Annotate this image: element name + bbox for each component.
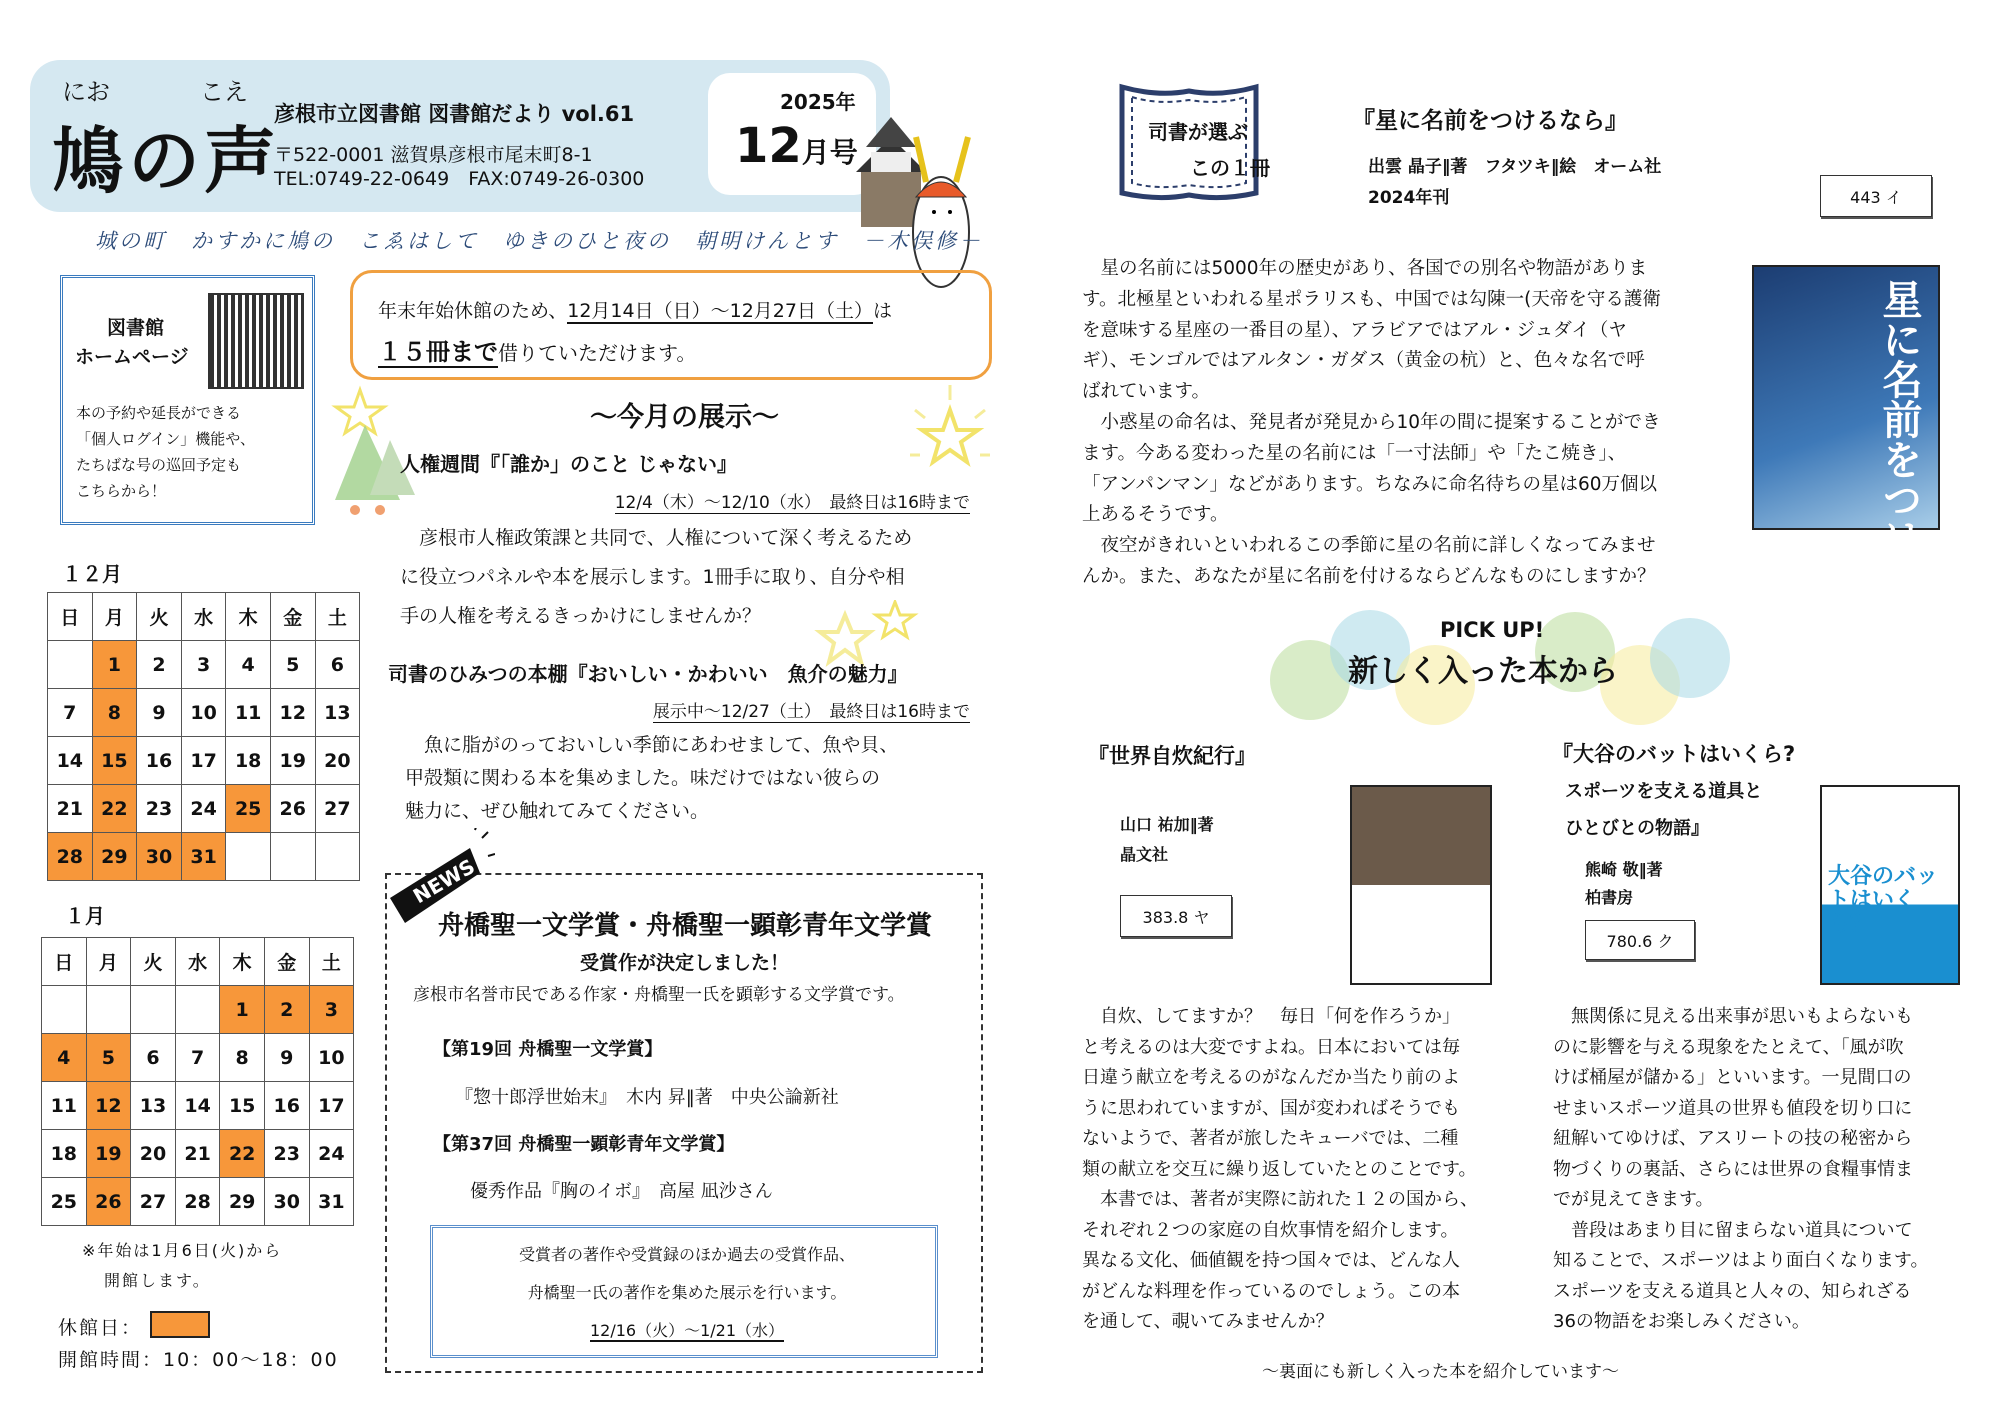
book-publisher: 晶文社 [1120, 845, 1169, 864]
calendar-day [86, 986, 131, 1034]
calendar-day: 3 [309, 986, 354, 1034]
calendar-day [42, 986, 87, 1034]
pick-body-line: ます。今ある変わった星の名前には「一寸法師」や「たこ焼き」、 [1082, 442, 1627, 464]
new-books-heading: 新しく入った本から [1348, 654, 1618, 689]
exhibit-body-line: 甲殻類に関わる本を集めました。味だけではない彼らの [405, 767, 881, 789]
calendar-day: 4 [226, 641, 271, 689]
homepage-note: 本の予約や延長ができる [76, 404, 242, 422]
calendar-day: 23 [264, 1130, 309, 1178]
pick-body-line: 上あるそうです。 [1082, 504, 1229, 526]
notice-line [378, 332, 696, 367]
calendar-1 [41, 937, 354, 1226]
pick-body-line: んか。また、あなたが星に名前を付けるならどんなものにしますか？ [1082, 566, 1656, 587]
exhibit-date: 展示中～12/27（土） 最終日は16時まで [653, 697, 970, 723]
weekday-header: 土 [315, 593, 360, 641]
library-name: 彦根市立図書館 図書館だより vol.61 [274, 102, 635, 126]
exhibit-date: 12/4（木）～12/10（水） 最終日は16時まで [615, 488, 970, 514]
calendar-day: 16 [264, 1082, 309, 1130]
closed-legend-label: 休館日： [58, 1317, 143, 1339]
book-body-line: 紐解いてゆけば、アスリートの技の秘密から [1553, 1128, 1913, 1149]
notice-line [378, 296, 892, 323]
calendar-day: 24 [181, 785, 226, 833]
calendar-day: 19 [86, 1130, 131, 1178]
calendar-day [315, 833, 360, 881]
calendar-day: 28 [175, 1178, 220, 1226]
cover-title: 星に名前をつけるなら [1876, 279, 1922, 679]
news-badge: NEWS [408, 854, 479, 909]
calendar-day: 2 [264, 986, 309, 1034]
award-exhibit-text: 受賞者の著作や受賞録のほか過去の受賞作品、 [518, 1245, 855, 1264]
calendar-day: 13 [315, 689, 360, 737]
calendar-day: 31 [309, 1178, 354, 1226]
address: 〒522-0001 滋賀県彦根市尾末町8-1 [274, 144, 593, 166]
cover-title: 大谷のバットはいくら？ [1828, 864, 1939, 938]
book-body-line: でが見えてきます。 [1553, 1189, 1714, 1210]
award-winner: 優秀作品『胸のイボ』 高屋 凪沙さん [470, 1181, 773, 1202]
book-author: 山口 祐加‖著 [1120, 815, 1214, 834]
calendar-day: 23 [137, 785, 182, 833]
call-number: 383.8 ヤ [1120, 895, 1232, 937]
book-body-line: 自炊、してますか？ 毎日「何を作ろうか」 [1082, 1006, 1460, 1027]
book-body-line: 類の献立を交互に繰り返していたとのことです。 [1082, 1158, 1477, 1180]
news-title: 舟橋聖一文学賞・舟橋聖一顕彰青年文学賞 [438, 911, 933, 941]
calendar-day: 12 [270, 689, 315, 737]
weekday-header: 金 [264, 938, 309, 986]
weekday-header: 月 [92, 593, 137, 641]
calendar-day: 24 [309, 1130, 354, 1178]
news-description: 彦根市名誉市民である作家・舟橋聖一氏を顕彰する文学賞です。 [413, 985, 905, 1005]
news-subtitle: 受賞作が決定しました！ [580, 952, 790, 974]
calendar-day: 29 [92, 833, 137, 881]
calendar-day: 6 [131, 1034, 176, 1082]
calendar-day: 6 [315, 641, 360, 689]
calendar-day: 5 [86, 1034, 131, 1082]
calendar-month-label: １２月 [62, 562, 122, 586]
weekday-header: 金 [270, 593, 315, 641]
book-cover [1350, 785, 1492, 985]
calendar-day: 22 [92, 785, 137, 833]
calendar-day: 1 [92, 641, 137, 689]
book-title: 『大谷のバットはいくら? [1552, 742, 1796, 766]
notice-limit: １５冊まで [378, 338, 498, 366]
weekday-header: 日 [42, 938, 87, 986]
weekday-header: 土 [309, 938, 354, 986]
calendar-day: 26 [86, 1178, 131, 1226]
book-body-line: 本書では、著者が実際に訪れた１２の国から、 [1082, 1189, 1478, 1210]
opening-hours: 開館時間：10：00～18：00 [58, 1349, 339, 1371]
pick-body-line: 小惑星の命名は、発見者が発見から10年の間に提案することができ [1082, 412, 1661, 433]
award-exhibit-date [433, 1318, 941, 1341]
book-subtitle: スポーツを支える道具と [1565, 781, 1763, 802]
calendar-day: 2 [137, 641, 182, 689]
pick-book-authors: 出雲 晶子‖著 フタツキ‖絵 オーム社 [1368, 157, 1662, 177]
exhibit-body-line: 魚に脂がのっておいしい季節にあわせまして、魚や貝、 [405, 734, 899, 756]
calendar-day: 21 [48, 785, 93, 833]
calendar-day: 21 [175, 1130, 220, 1178]
calendar-day: 17 [309, 1082, 354, 1130]
calendar-day: 16 [137, 737, 182, 785]
call-number: 780.6 ク [1585, 920, 1695, 960]
award-exhibit-box [430, 1225, 938, 1358]
pick-body-line: 星の名前には5000年の歴史があり、各国での別名や物語がありま [1082, 258, 1648, 279]
book-body-line: スポーツを支える道具と人々の、知られざる [1553, 1280, 1912, 1302]
calendar-day [270, 833, 315, 881]
pick-badge: 司書が選ぶ [1148, 120, 1248, 144]
pick-body-line: 「アンパンマン」などがあります。ちなみに命名待ちの星は60万個以 [1082, 473, 1658, 495]
homepage-note: こちらから！ [76, 482, 167, 500]
calendar-day: 14 [48, 737, 93, 785]
calendar-day: 27 [131, 1178, 176, 1226]
award-winner: 『惣十郎浮世始末』 木内 昇‖著 中央公論新社 [455, 1087, 839, 1108]
calendar-day: 10 [309, 1034, 354, 1082]
calendar-day: 5 [270, 641, 315, 689]
notice-text: は [872, 300, 892, 322]
book-body-line: けば桶屋が儲かる」といいます。一見間口の [1553, 1067, 1912, 1088]
calendar-day: 12 [86, 1082, 131, 1130]
footer-note: ～裏面にも新しく入った本を紹介しています～ [1262, 1362, 1619, 1382]
logo-ruby: こえ [200, 78, 248, 106]
homepage-label: ホームページ [75, 346, 189, 368]
pick-book-year: 2024年刊 [1368, 188, 1450, 208]
calendar-day: 7 [175, 1034, 220, 1082]
calendar-day: 17 [181, 737, 226, 785]
pick-body-line: ばれています。 [1082, 381, 1211, 403]
calendar-day: 31 [181, 833, 226, 881]
award-heading: 【第37回 舟橋聖一顕彰青年文学賞】 [433, 1134, 735, 1155]
weekday-header: 木 [220, 938, 265, 986]
newsletter-logo: 鳩の声 [52, 119, 281, 203]
calendar-day [175, 986, 220, 1034]
exhibit-title: 司書のひみつの本棚『おいしい・かわいい 魚介の魅力』 [388, 662, 908, 686]
calendar-day: 30 [137, 833, 182, 881]
notice-dates: 12月14日（日）～12月27日（土） [567, 300, 873, 322]
book-subtitle: ひとびとの物語』 [1565, 818, 1709, 839]
calendar-day: 25 [42, 1178, 87, 1226]
call-number: 443 イ [1820, 175, 1932, 217]
weekday-header: 水 [175, 938, 220, 986]
homepage-label: 図書館 [107, 317, 165, 339]
calendar-day: 7 [48, 689, 93, 737]
qr-code-icon[interactable] [210, 295, 302, 387]
weekday-header: 火 [131, 938, 176, 986]
calendar-day: 19 [270, 737, 315, 785]
calendar-day [131, 986, 176, 1034]
calendar-day: 11 [42, 1082, 87, 1130]
calendar-day: 22 [220, 1130, 265, 1178]
book-title: 『世界自炊紀行』 [1088, 744, 1256, 768]
exhibit-title: 人権週間『「誰か」のこと じゃない』 [400, 452, 737, 476]
weekday-header: 水 [181, 593, 226, 641]
pick-body-line: 夜空がきれいといわれるこの季節に星の名前に詳しくなってみませ [1082, 535, 1656, 557]
weekday-header: 火 [137, 593, 182, 641]
calendar-day: 10 [181, 689, 226, 737]
book-cover [1820, 785, 1960, 985]
calendar-day: 18 [42, 1130, 87, 1178]
calendar-day: 9 [264, 1034, 309, 1082]
calendar-day: 28 [48, 833, 93, 881]
calendar-day: 1 [220, 986, 265, 1034]
calendar-day: 4 [42, 1034, 87, 1082]
book-body-line: うに思われていますが、国が変わればそうでも [1082, 1097, 1460, 1119]
notice-text: 借りていただけます。 [498, 341, 697, 365]
notice-text: 年末年始休館のため、 [378, 300, 568, 322]
calendar-day [48, 641, 93, 689]
calendar-day: 8 [92, 689, 137, 737]
award-exhibit-date-text: 12/16（火）～1/21（水） [589, 1321, 785, 1340]
book-body-line: と考えるのは大変ですよね。日本においては毎 [1082, 1036, 1460, 1058]
homepage-note: たちばな号の巡回予定も [76, 456, 242, 474]
award-exhibit-text: 舟橋聖一氏の著作を集めた展示を行います。 [527, 1283, 847, 1302]
issue-year: 2025年 [780, 90, 856, 114]
book-author: 熊崎 敬‖著 [1585, 860, 1663, 879]
month-number: 12 [735, 118, 802, 174]
calendar-day: 9 [137, 689, 182, 737]
calendar-0 [47, 592, 360, 881]
book-body-line: がどんな料理を作っているのでしょう。この本 [1082, 1280, 1460, 1302]
calendar-note: 開館します。 [104, 1271, 211, 1290]
calendar-day [226, 833, 271, 881]
logo-ruby: にお [62, 78, 110, 106]
pick-badge: この１冊 [1190, 156, 1270, 180]
calendar-day: 30 [264, 1178, 309, 1226]
calendar-day: 26 [270, 785, 315, 833]
book-body-line: 日違う献立を考えるのがなんだか当たり前のよ [1082, 1067, 1460, 1088]
book-body-line: 36の物語をお楽しみください。 [1553, 1311, 1810, 1332]
calendar-day: 13 [131, 1082, 176, 1130]
pick-body-line: ギ）、モンゴルではアルタン・ガダス（黄金の杭）と、色々な名で呼 [1082, 350, 1645, 372]
calendar-day: 25 [226, 785, 271, 833]
book-body-line: 物づくりの裏話、さらには世界の食糧事情ま [1553, 1158, 1913, 1180]
book-body-line: それぞれ２つの家庭の自炊事情を紹介します。 [1082, 1219, 1459, 1241]
calendar-day: 15 [220, 1082, 265, 1130]
book-publisher: 柏書房 [1585, 888, 1634, 907]
pick-body-line: を意味する星座の一番目の星）、アラビアではアル・ジュダイ（ヤ [1082, 319, 1627, 341]
exhibit-body-line: 手の人権を考えるきっかけにしませんか？ [400, 605, 762, 627]
calendar-day: 15 [92, 737, 137, 785]
weekday-header: 木 [226, 593, 271, 641]
sparkle-star-icon [900, 380, 1000, 490]
issue-month [735, 118, 858, 174]
book-body-line: 知ることで、スポーツはより面白くなります。 [1553, 1250, 1929, 1271]
pick-book-title: 『星に名前をつけるなら』 [1352, 108, 1628, 134]
homepage-note: 「個人ログイン」機能や、 [76, 430, 255, 448]
calendar-note: ※年始は1月6日(火)から [82, 1241, 283, 1260]
month-suffix: 月号 [801, 136, 858, 169]
weekday-header: 月 [86, 938, 131, 986]
calendar-day: 14 [175, 1082, 220, 1130]
calendar-day: 20 [131, 1130, 176, 1178]
exhibit-body-line: 彦根市人権政策課と共同で、人権について深く考えるため [400, 527, 913, 549]
weekday-header: 日 [48, 593, 93, 641]
calendar-day: 3 [181, 641, 226, 689]
pick-body-line: す。北極星といわれる星ポラリスも、中国では勾陳一(天帝を守る護衛 [1082, 288, 1661, 310]
book-cover [1752, 265, 1940, 679]
exhibit-body-line: に役立つパネルや本を展示します。1冊手に取り、自分や相 [400, 566, 905, 588]
book-body-line: を通して、覗いてみませんか？ [1082, 1311, 1334, 1332]
book-body-line: 無関係に見える出来事が思いもよらないも [1553, 1006, 1913, 1027]
book-body-line: ないようで、著者が旅したキューバでは、二種 [1082, 1128, 1459, 1149]
calendar-day: 20 [315, 737, 360, 785]
book-body-line: 普段はあまり目に留まらない道具について [1553, 1219, 1913, 1241]
calendar-month-label: １月 [65, 904, 105, 928]
calendar-day: 29 [220, 1178, 265, 1226]
calendar-day: 18 [226, 737, 271, 785]
closed-legend-swatch [150, 1311, 210, 1338]
calendar-day: 8 [220, 1034, 265, 1082]
pickup-label: PICK UP! [1440, 618, 1545, 642]
award-heading: 【第19回 舟橋聖一文学賞】 [433, 1039, 663, 1060]
calendar-day: 27 [315, 785, 360, 833]
haiku: 城の町 かすかに鳩の こゑはして ゆきのひと夜の 朝明けんとす －木俣修－ [95, 229, 983, 253]
book-body-line: 異なる文化、価値観を持つ国々では、どんな人 [1082, 1250, 1460, 1271]
exhibit-body-line: 魅力に、ぜひ触れてみてください。 [405, 800, 710, 822]
exhibits-heading: ～今月の展示～ [590, 402, 779, 433]
book-body-line: のに影響を与える現象をたとえて、「風が吹 [1553, 1036, 1904, 1058]
book-body-line: せまいスポーツ道具の世界も値段を切り口に [1553, 1097, 1913, 1119]
calendar-day: 11 [226, 689, 271, 737]
contact: TEL:0749-22-0649 FAX:0749-26-0300 [274, 168, 645, 190]
decor-circle [1650, 618, 1730, 698]
